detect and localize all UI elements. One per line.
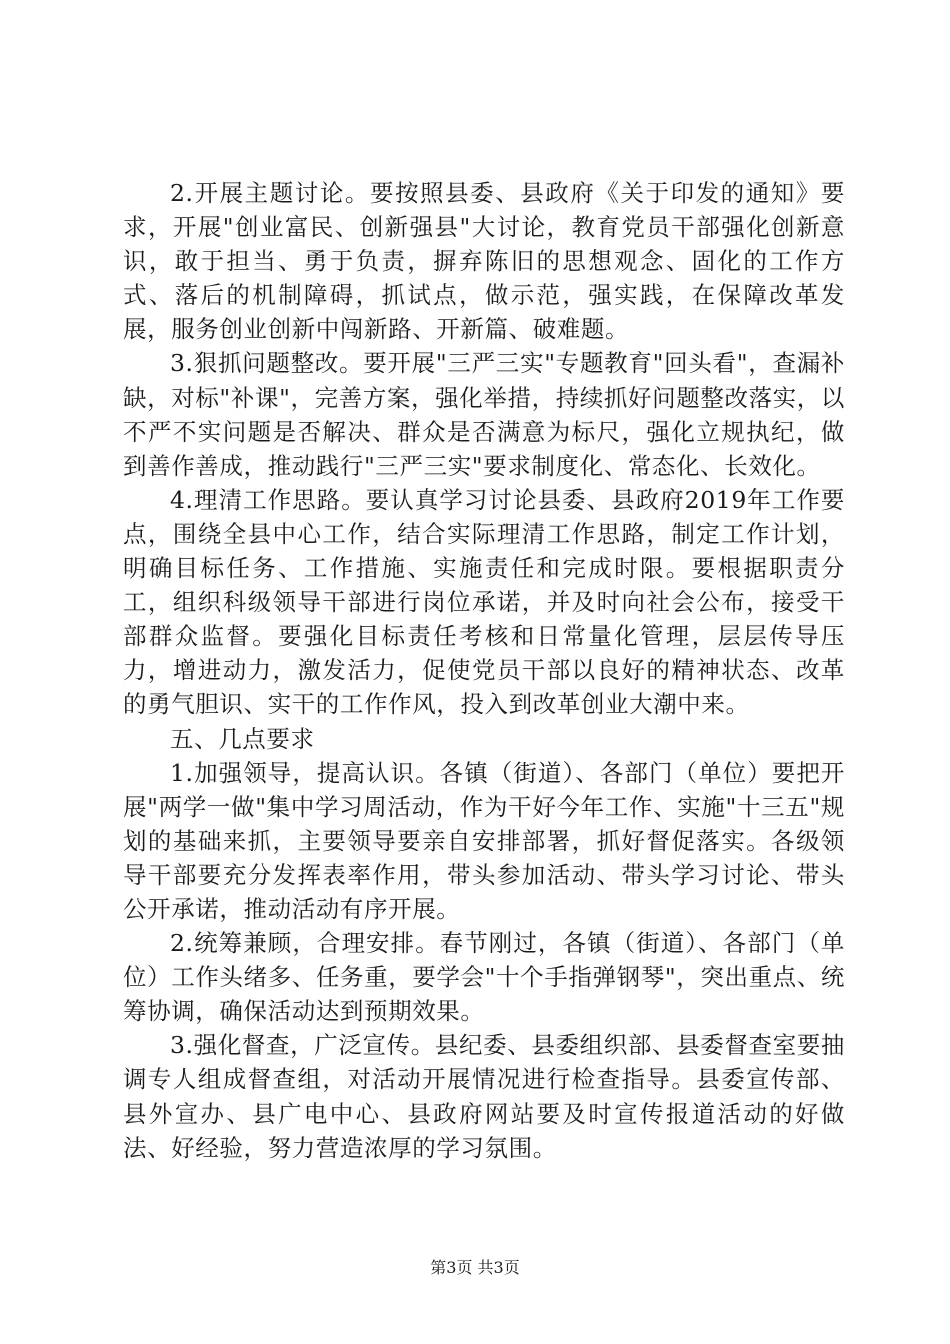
page-number-footer: 第3页 共3页 [430,1258,520,1277]
paragraph-work-thinking: 4.理清工作思路。要认真学习讨论县委、县政府2019年工作要点，围绕全县中心工作，结合实际理清工作思路，制定工作计划，明确目标任务、工作措施、实施责任和完成时限。要根据职责分工，组织科级领导干部进行岗位承诺，并及时向社会公布，接受干部群众监督。要强化目标责任考核和日常量化管理，层层传导压力，增进动力，激发活力，促使党员干部以良好的精神状态、改革的勇气胆识、实干的工作作风，投入到改革创业大潮中来。 [123,485,845,719]
paragraph-supervision-publicity: 3.强化督查，广泛宣传。县纪委、县委组织部、县委督查室要抽调专人组成督查组，对活动开展情况进行检查指导。县委宣传部、县外宣办、县广电中心、县政府网站要及时宣传报道活动的好做法、好经验，努力营造浓厚的学习氛围。 [123,1031,845,1162]
paragraph-overall-planning: 2.统筹兼顾，合理安排。春节刚过，各镇（街道）、各部门（单位）工作头绪多、任务重，要学会"十个手指弹钢琴"，突出重点、统筹协调，确保活动达到预期效果。 [123,929,845,1026]
document-body [123,176,845,1165]
paragraph-problem-rectification: 3.狠抓问题整改。要开展"三严三实"专题教育"回头看"，查漏补缺，对标"补课"，完善方案，强化举措，持续抓好问题整改落实，以不严不实问题是否解决、群众是否满意为标尺，强化立规执纪，做到善作善成，推动践行"三严三实"要求制度化、常态化、长效化。 [123,349,845,480]
section-heading-requirements: 五、几点要求 [170,724,315,753]
paragraph-topic-discussion: 2.开展主题讨论。要按照县委、县政府《关于印发的通知》要求，开展"创业富民、创新强县"大讨论，教育党员干部强化创新意识，敢于担当、勇于负责，摒弃陈旧的思想观念、固化的工作方式、落后的机制障碍，抓试点，做示范，强实践，在保障改革发展，服务创业创新中闯新路、开新篇、破难题。 [123,179,845,344]
paragraph-strengthen-leadership: 1.加强领导，提高认识。各镇（街道）、各部门（单位）要把开展"两学一做"集中学习周活动，作为干好今年工作、实施"十三五"规划的基础来抓，主要领导要亲自安排部署，抓好督促落实。各级领导干部要充分发挥表率作用，带头参加活动、带头学习讨论、带头公开承诺，推动活动有序开展。 [123,758,845,923]
